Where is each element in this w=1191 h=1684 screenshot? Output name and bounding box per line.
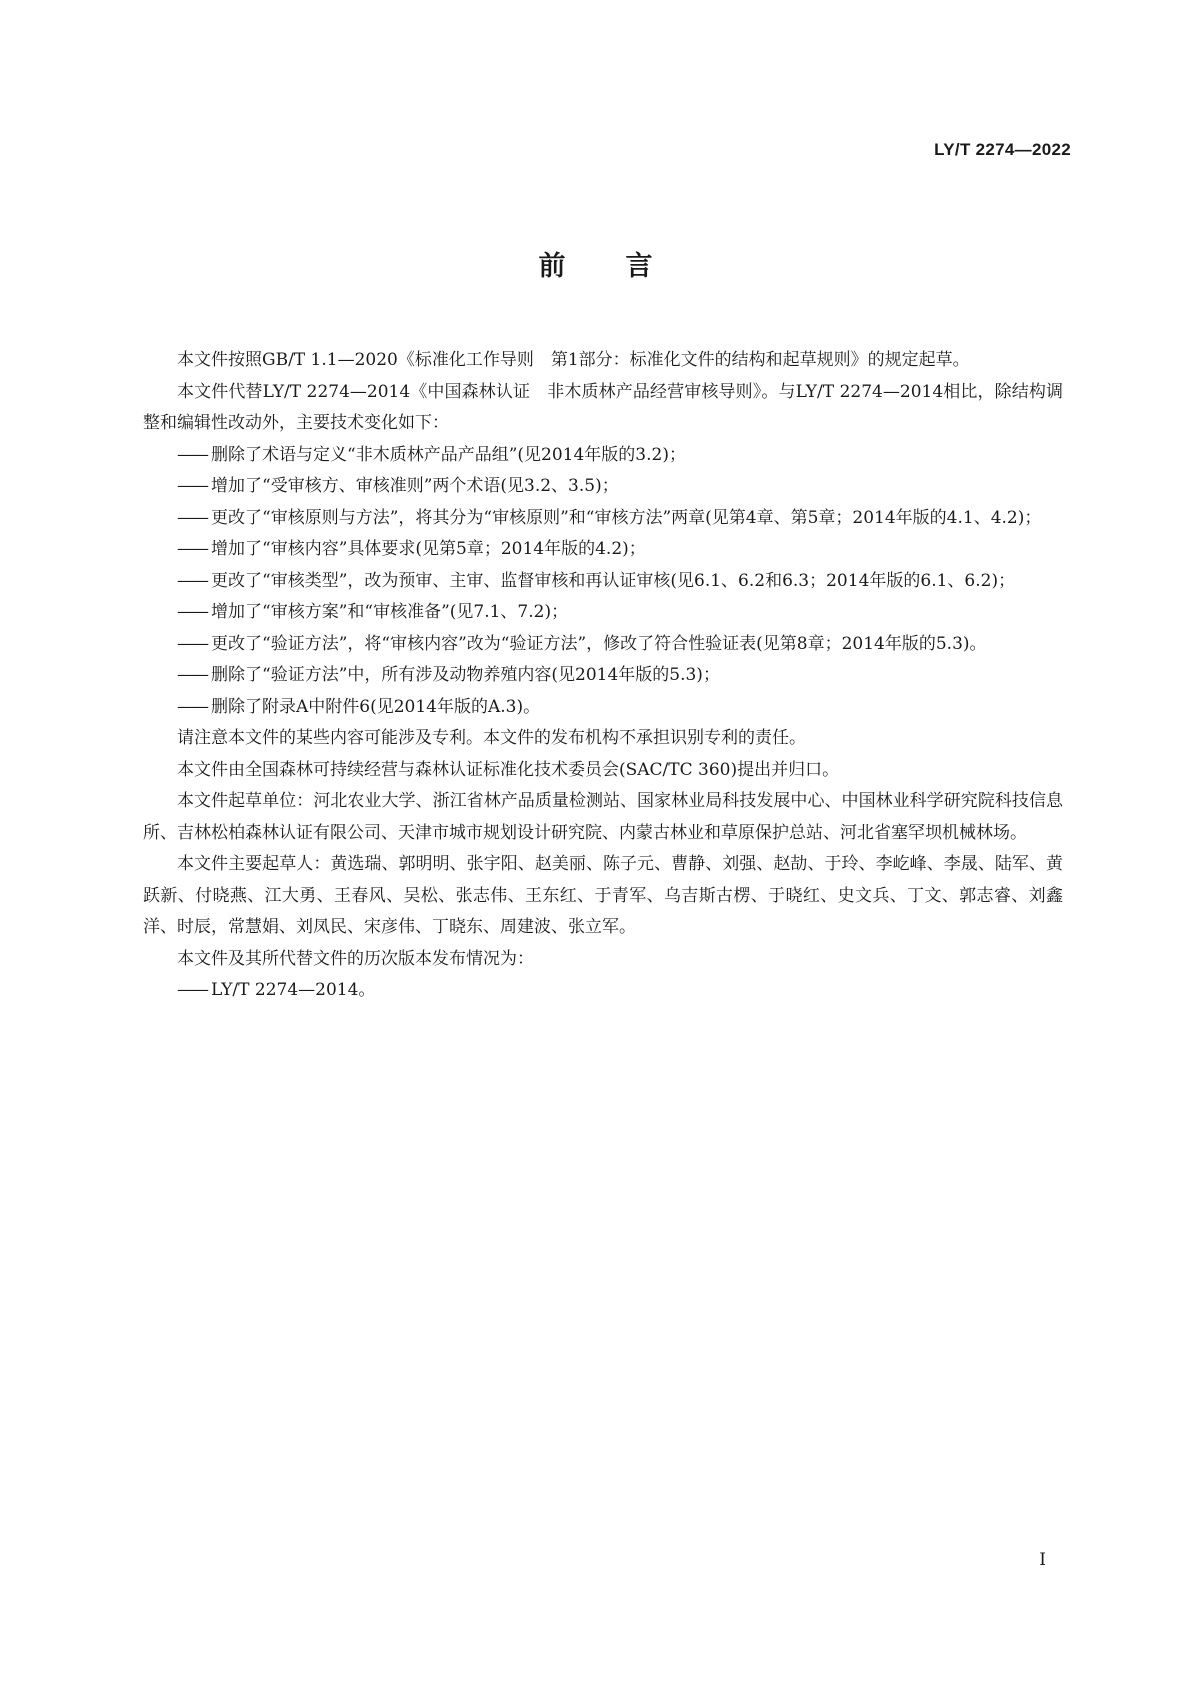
- change-item: —— 更改了“审核原则与方法”，将其分为“审核原则”和“审核方法”两章(见第4章、第5章；2014年版的4.1、4.2)；: [143, 503, 1063, 535]
- change-item: —— 更改了“审核类型”，改为预审、主审、监督审核和再认证审核(见6.1、6.2和6.3；2014年版的6.1、6.2)；: [143, 566, 1063, 598]
- history-item: —— LY/T 2274—2014。: [143, 975, 1063, 1007]
- paragraph-drafting-rules: 本文件按照GB/T 1.1—2020《标准化工作导则 第1部分：标准化文件的结构和起草规则》的规定起草。: [177, 350, 970, 370]
- paragraph-proposer: 本文件由全国森林可持续经营与森林认证标准化技术委员会(SAC/TC 360)提出并归口。: [177, 759, 840, 780]
- title-char-2: 言: [625, 251, 653, 282]
- paragraph-replacement: 本文件代替LY/T 2274—2014《中国森林认证 非木质林产品经营审核导则》。与LY/T 2274—2014相比，除结构调整和编辑性改动外，主要技术变化如下：: [143, 381, 1063, 433]
- paragraph-patent-notice: 请注意本文件的某些内容可能涉及专利。本文件的发布机构不承担识别专利的责任。: [177, 728, 806, 748]
- standard-code: LY/T 2274—2022: [934, 140, 1071, 159]
- change-item: —— 删除了附录A中附件6(见2014年版的A.3)。: [143, 692, 1063, 724]
- change-item: —— 删除了“验证方法”中，所有涉及动物养殖内容(见2014年版的5.3)；: [143, 660, 1063, 692]
- change-item: —— 增加了“审核方案”和“审核准备”(见7.1、7.2)；: [143, 597, 1063, 629]
- paragraph-drafters: 本文件主要起草人：黄选瑞、郭明明、张宇阳、赵美丽、陈子元、曹静、刘强、赵劼、于玲、李屹峰、李晟、陆军、黄跃新、付晓燕、江大勇、王春风、吴松、张志伟、王东红、于青军、乌吉斯古楞、于晓红、史文兵、丁文、郭志睿、刘鑫洋、时辰，常慧娟、刘凤民、宋彦伟、丁晓东、周建波、张立军。: [143, 854, 1063, 937]
- foreword-body: [143, 345, 1063, 1007]
- page-title: [0, 244, 1191, 283]
- change-item: —— 删除了术语与定义“非木质林产品产品组”(见2014年版的3.2)；: [143, 440, 1063, 472]
- change-item: —— 增加了“审核内容”具体要求(见第5章；2014年版的4.2)；: [143, 534, 1063, 566]
- paragraph-drafting-units: 本文件起草单位：河北农业大学、浙江省林产品质量检测站、国家林业局科技发展中心、中国林业科学研究院科技信息所、吉林松柏森林认证有限公司、天津市城市规划设计研究院、内蒙古林业和草原保护总站、河北省塞罕坝机械林场。: [143, 791, 1063, 843]
- change-item: —— 更改了“验证方法”，将“审核内容”改为“验证方法”，修改了符合性验证表(见第8章；2014年版的5.3)。: [143, 629, 1063, 661]
- change-item: —— 增加了“受审核方、审核准则”两个术语(见3.2、3.5)；: [143, 471, 1063, 503]
- page-number: I: [1039, 1550, 1046, 1570]
- paragraph-version-history: 本文件及其所代替文件的历次版本发布情况为：: [177, 948, 534, 969]
- title-char-1: 前: [538, 251, 566, 282]
